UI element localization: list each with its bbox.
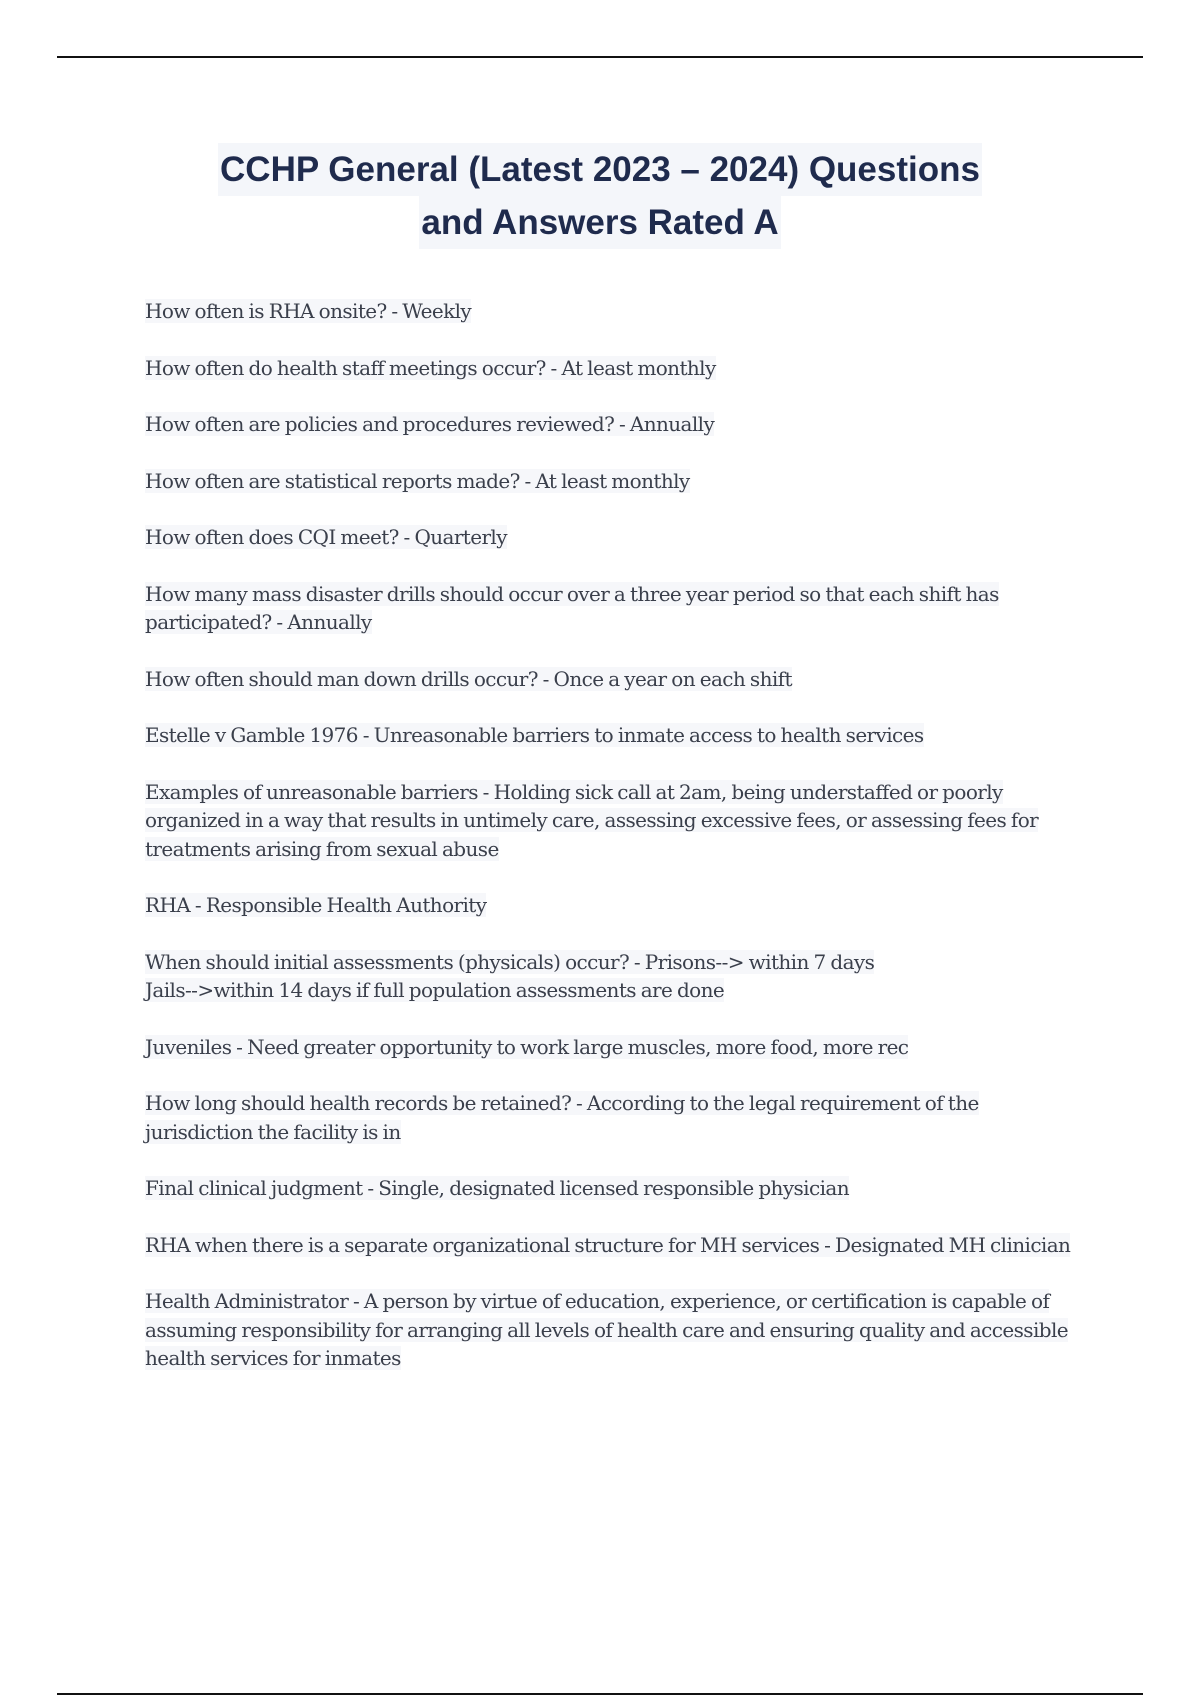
- qa-text: Final clinical judgment - Single, designated licensed responsible physician: [145, 1176, 849, 1200]
- page-title: [100, 143, 1100, 249]
- qa-text: How often is RHA onsite? - Weekly: [145, 299, 472, 323]
- qa-text-line-2: Jails-->within 14 days if full population assessments are done: [145, 978, 725, 1002]
- qa-text: How often do health staff meetings occur? - At least monthly: [145, 355, 716, 380]
- bottom-rule: [57, 1693, 1143, 1695]
- qa-text: Examples of unreasonable barriers - Holding sick call at 2am, being understaffed or poorly organized in a way that results in untimely care, assessing excessive fees, or assessing fees for treatments arising from sexual abuse: [145, 779, 1039, 861]
- qa-item: [145, 467, 1080, 496]
- qa-item: [145, 410, 1080, 439]
- qa-text: How many mass disaster drills should occur over a three year period so that each shift has participated? - Annually: [145, 581, 999, 634]
- qa-item: [145, 1089, 1080, 1146]
- qa-item: [145, 1287, 1080, 1373]
- qa-item: [145, 297, 1080, 326]
- qa-text: Health Administrator - A person by virtue of education, experience, or certification is capable of assuming responsibility for arranging all levels of health care and ensuring quality and accessible health services for inmates: [145, 1289, 1068, 1370]
- qa-item: [145, 665, 1080, 694]
- qa-text: How often are policies and procedures reviewed? - Annually: [145, 412, 715, 436]
- qa-item: [145, 1174, 1080, 1203]
- qa-item: [145, 721, 1080, 750]
- qa-list: [145, 297, 1080, 1401]
- qa-item: [145, 354, 1080, 383]
- qa-item: [145, 523, 1080, 552]
- top-rule: [57, 56, 1143, 58]
- qa-text: How often are statistical reports made? - At least monthly: [145, 468, 690, 493]
- qa-item: [145, 948, 1080, 1005]
- qa-text: RHA when there is a separate organizational structure for MH services - Designated MH clinician: [145, 1232, 1071, 1257]
- qa-item: [145, 891, 1080, 920]
- qa-text: How often should man down drills occur? - Once a year on each shift: [145, 666, 792, 691]
- qa-text-line-1: When should initial assessments (physicals) occur? - Prisons--> within 7 days: [145, 949, 875, 974]
- title-line-1: CCHP General (Latest 2023 – 2024) Questions: [218, 143, 982, 196]
- title-line-2: and Answers Rated A: [419, 196, 780, 249]
- qa-text: RHA - Responsible Health Authority: [145, 893, 487, 917]
- qa-text: Juveniles - Need greater opportunity to work large muscles, more food, more rec: [145, 1034, 909, 1059]
- qa-item: [145, 1231, 1080, 1260]
- qa-text: How long should health records be retained? - According to the legal requirement of the jurisdiction the facility is in: [145, 1091, 979, 1144]
- qa-item: [145, 580, 1080, 637]
- qa-item: [145, 1033, 1080, 1062]
- qa-text: How often does CQI meet? - Quarterly: [145, 525, 507, 549]
- qa-item: [145, 778, 1080, 864]
- qa-text: Estelle v Gamble 1976 - Unreasonable barriers to inmate access to health services: [145, 723, 924, 747]
